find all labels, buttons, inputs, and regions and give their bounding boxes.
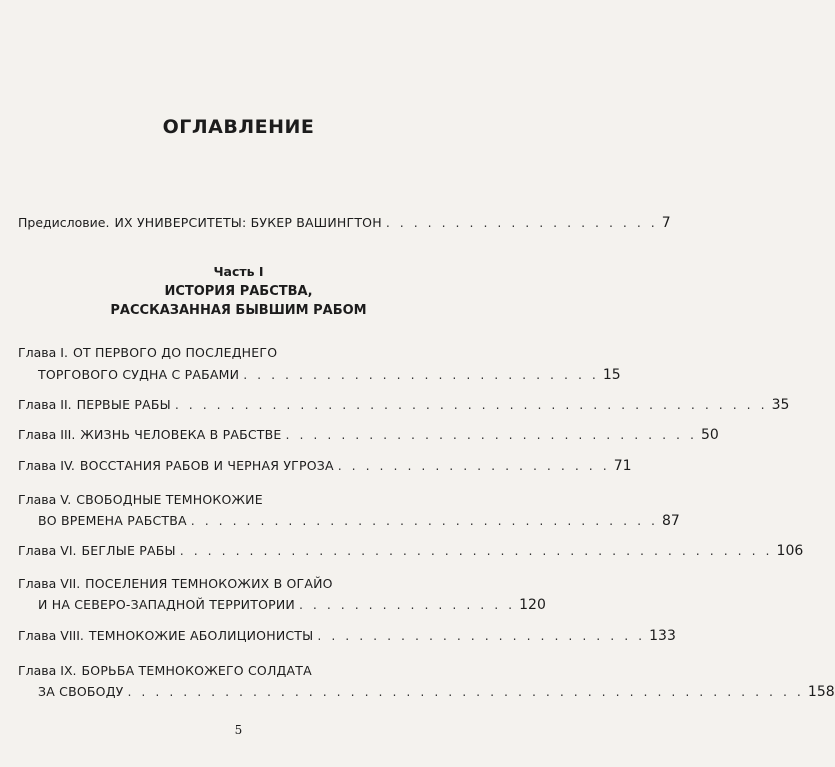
dot-leader: . . . . . . . . . . . . . . . . . . . . . . . . . . . . . . . . . . . . . . . . . . . xyxy=(179,543,773,558)
part-title-line1-text: ИСТОРИЯ РАБСТВА, xyxy=(164,284,313,299)
toc-entry-chapter-5 xyxy=(18,492,454,512)
chapter-title-cont: ВО ВРЕМЕНА РАБСТВА xyxy=(38,513,187,528)
chapter-page: 35 xyxy=(771,397,790,413)
part-title-line2 xyxy=(0,302,477,318)
toc-entry-chapter-9-cont xyxy=(38,684,835,704)
toc-entry-chapter-1 xyxy=(18,345,454,365)
chapter-label: Глава V. xyxy=(18,492,72,507)
dot-leader: . . . . . . . . . . . . . . . . . . . . . . . . . . . . . . xyxy=(285,427,697,442)
chapter-label: Глава VIII. xyxy=(18,628,84,643)
dot-leader: . . . . . . . . . . . . . . . . xyxy=(298,597,516,612)
toc-entry-chapter-6 xyxy=(18,543,804,563)
toc-entry-chapter-3 xyxy=(18,427,719,447)
preface-page: 7 xyxy=(661,215,671,231)
dot-leader: . . . . . . . . . . . . . . . . . . . . . . . . . . xyxy=(243,367,599,382)
toc-entry-chapter-4 xyxy=(18,458,632,478)
preface-title: ИХ УНИВЕРСИТЕТЫ: БУКЕР ВАШИНГТОН xyxy=(114,215,382,230)
chapter-title: ВОССТАНИЯ РАБОВ И ЧЕРНАЯ УГРОЗА xyxy=(79,458,334,473)
page-number: 5 xyxy=(234,723,243,737)
chapter-page: 106 xyxy=(776,543,804,559)
toc-entry-chapter-8 xyxy=(18,628,676,648)
part-title-line2-text: РАССКАЗАННАЯ БЫВШИМ РАБОМ xyxy=(110,303,367,318)
chapter-page: 50 xyxy=(700,427,719,443)
chapter-page: 158 xyxy=(807,684,835,700)
chapter-title: БЕГЛЫЕ РАБЫ xyxy=(81,543,176,558)
dot-leader: . . . . . . . . . . . . . . . . . . . . . . . . . . . . . . . . . . . . . . . . . . . . . . . . . xyxy=(127,684,804,699)
toc-entry-chapter-7-cont xyxy=(38,597,546,617)
toc-entry-chapter-9 xyxy=(18,663,454,683)
dot-leader: . . . . . . . . . . . . . . . . . . . . xyxy=(337,458,610,473)
chapter-title: ПЕРВЫЕ РАБЫ xyxy=(76,397,171,412)
part-label: Часть I xyxy=(213,264,264,279)
toc-entry-chapter-2 xyxy=(18,397,790,417)
preface-label: Предисловие. xyxy=(18,215,110,230)
toc-entry-preface xyxy=(18,215,671,235)
chapter-label: Глава VI. xyxy=(18,543,77,558)
dot-leader: . . . . . . . . . . . . . . . . . . . . . . . . . . . . . . . . . . . . . . . . . . . xyxy=(174,397,768,412)
chapter-title: ПОСЕЛЕНИЯ ТЕМНОКОЖИХ В ОГАЙО xyxy=(85,576,333,591)
chapter-title: ЖИЗНЬ ЧЕЛОВЕКА В РАБСТВЕ xyxy=(80,427,282,442)
chapter-page: 87 xyxy=(661,513,680,529)
chapter-title: БОРЬБА ТЕМНОКОЖЕГО СОЛДАТА xyxy=(81,663,312,678)
toc-entry-chapter-5-cont xyxy=(38,513,680,533)
toc-title: ОГЛАВЛЕНИЕ xyxy=(162,116,315,138)
chapter-page: 71 xyxy=(613,458,632,474)
dot-leader: . . . . . . . . . . . . . . . . . . . . . . . . . . . . . . . . . . xyxy=(190,513,658,528)
chapter-label: Глава IX. xyxy=(18,663,77,678)
chapter-label: Глава III. xyxy=(18,427,76,442)
chapter-label: Глава IV. xyxy=(18,458,75,473)
chapter-title-cont: И НА СЕВЕРО-ЗАПАДНОЙ ТЕРРИТОРИИ xyxy=(38,597,295,612)
part-title-line1 xyxy=(0,283,477,299)
chapter-label: Глава II. xyxy=(18,397,72,412)
chapter-label: Глава I. xyxy=(18,345,68,360)
chapter-label: Глава VII. xyxy=(18,576,81,591)
toc-entry-chapter-7 xyxy=(18,576,454,596)
chapter-title: ТЕМНОКОЖИЕ АБОЛИЦИОНИСТЫ xyxy=(88,628,314,643)
chapter-title-cont: ТОРГОВОГО СУДНА С РАБАМИ xyxy=(38,367,240,382)
toc-entry-chapter-1-cont xyxy=(38,367,621,387)
chapter-title: ОТ ПЕРВОГО ДО ПОСЛЕДНЕГО xyxy=(72,345,278,360)
chapter-title-cont: ЗА СВОБОДУ xyxy=(38,684,124,699)
chapter-page: 120 xyxy=(519,597,546,613)
chapter-title: СВОБОДНЫЕ ТЕМНОКОЖИЕ xyxy=(76,492,263,507)
chapter-page: 133 xyxy=(649,628,676,644)
dot-leader: . . . . . . . . . . . . . . . . . . . . . . . . xyxy=(317,628,646,643)
dot-leader: . . . . . . . . . . . . . . . . . . . . xyxy=(385,215,658,230)
chapter-page: 15 xyxy=(602,367,621,383)
